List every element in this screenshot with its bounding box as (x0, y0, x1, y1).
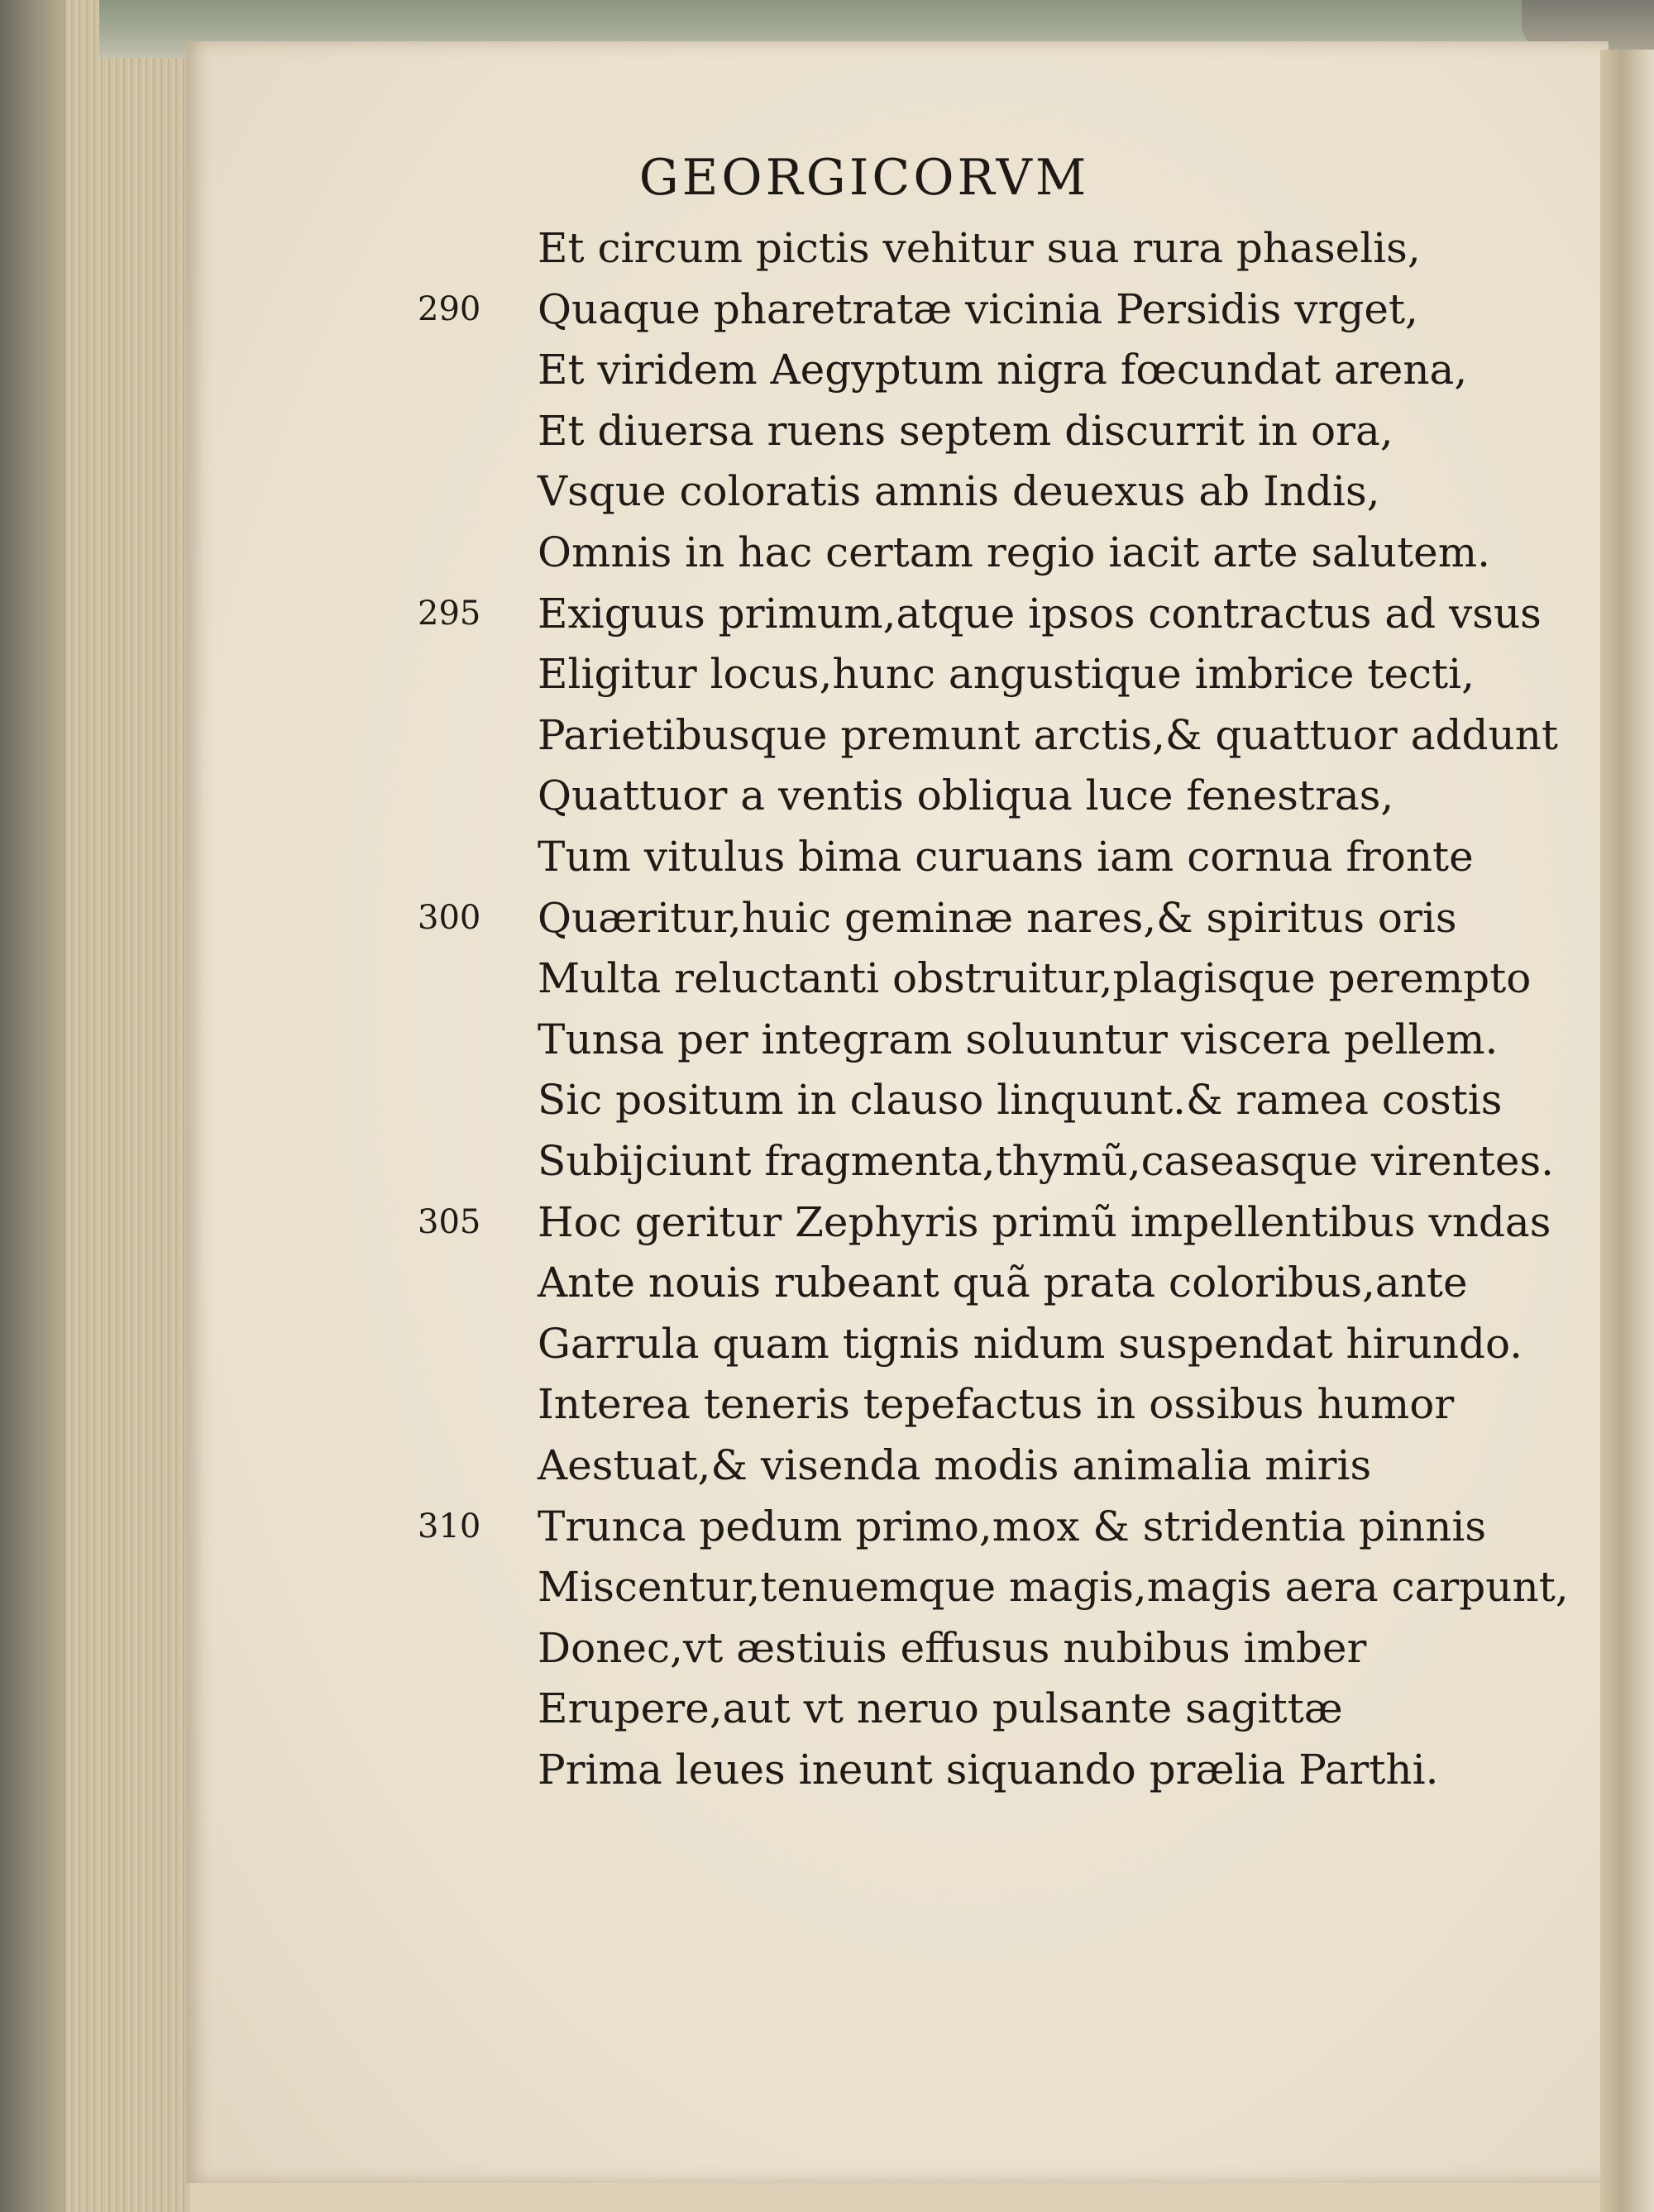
verse-line: Donec,vt æstiuis effusus nubibus imber (538, 1623, 1367, 1672)
verse-line: Vsque coloratis amnis deuexus ab Indis, (538, 467, 1380, 516)
line-number: 305 (418, 1202, 481, 1241)
verse-line: Exiguus primum,atque ipsos contractus ad vsus (538, 589, 1542, 638)
verse-line: Subijciunt fragmenta,thymũ,caseasque virentes. (538, 1137, 1555, 1185)
book-gutter (1600, 50, 1654, 2212)
verse-line: Quaque pharetratæ vicinia Persidis vrget, (538, 284, 1418, 333)
verse-line: Sic positum in clauso linquunt.& ramea costis (538, 1076, 1503, 1125)
verse-line: Quattuor a ventis obliqua luce fenestras, (538, 772, 1394, 820)
line-number: 310 (418, 1507, 481, 1546)
verse-line: Tunsa per integram soluuntur viscera pellem. (538, 1015, 1499, 1063)
verse-line: Multa reluctanti obstruitur,plagisque perempto (538, 954, 1532, 1003)
verse-line: Garrula quam tignis nidum suspendat hirundo. (538, 1319, 1523, 1368)
line-number: 290 (418, 289, 481, 328)
verse-line: Eligitur locus,hunc angustique imbrice tecti, (538, 650, 1475, 699)
line-number: 295 (418, 594, 481, 633)
verse-line: Omnis in hac certam regio iacit arte salutem. (538, 528, 1491, 576)
verse-line: Et diuersa ruens septem discurrit in ora, (538, 406, 1393, 455)
verse-line: Tum vitulus bima curuans iam cornua fronte (538, 833, 1474, 881)
verse-line: Quæritur,huic geminæ nares,& spiritus oris (538, 893, 1457, 942)
verse-line: Ante nouis rubeant quã prata coloribus,ante (538, 1259, 1468, 1307)
verse-line: Prima leues ineunt siquando prælia Parthi. (538, 1746, 1439, 1794)
verse-line: Erupere,aut vt neruo pulsante sagittæ (538, 1684, 1343, 1733)
verse-line: Interea teneris tepefactus in ossibus humor (538, 1380, 1455, 1429)
verse-line: Et viridem Aegyptum nigra fœcundat arena, (538, 346, 1468, 394)
verse-line: Aestuat,& visenda modis animalia miris (538, 1441, 1372, 1489)
verse-line: Hoc geritur Zephyris primũ impellentibus vndas (538, 1197, 1551, 1246)
book-binding-shadow (0, 0, 66, 2212)
running-head: GEORGICORVM (638, 149, 1090, 207)
verse-line: Et circum pictis vehitur sua rura phaselis, (538, 224, 1421, 272)
verse-line: Parietibusque premunt arctis,& quattuor addunt (538, 710, 1559, 759)
verse-line: Trunca pedum primo,mox & stridentia pinnis (538, 1502, 1487, 1550)
verse-line: Miscentur,tenuemque magis,magis aera carpunt, (538, 1563, 1569, 1612)
line-number: 300 (418, 898, 481, 937)
